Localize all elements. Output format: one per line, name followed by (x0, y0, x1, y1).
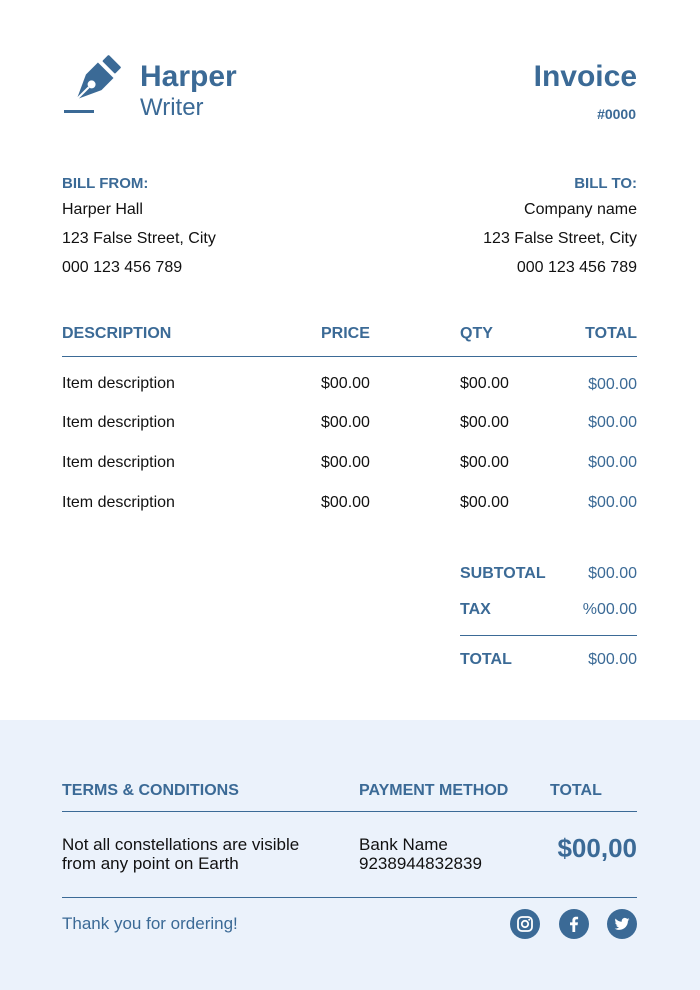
bank-name: Bank Name (359, 835, 448, 854)
table-header-divider (62, 356, 637, 357)
bill-from-name: Harper Hall (62, 201, 143, 218)
col-header-price: PRICE (321, 325, 370, 342)
row-qty: $00.00 (460, 494, 509, 511)
footer-total-label: TOTAL (550, 782, 602, 799)
facebook-icon[interactable] (559, 909, 589, 939)
row-qty: $00.00 (460, 454, 509, 471)
bill-from-phone: 000 123 456 789 (62, 259, 183, 276)
tax-value: %00.00 (582, 601, 637, 618)
footer-header-divider (62, 811, 637, 812)
bill-from-label: BILL FROM: (62, 175, 149, 192)
bill-to-phone: 000 123 456 789 (516, 259, 637, 276)
bill-to-address: 123 False Street, City (483, 230, 637, 247)
subtotal-label: SUBTOTAL (460, 565, 546, 582)
col-header-qty: QTY (460, 325, 493, 342)
row-total: $00.00 (588, 454, 637, 471)
col-header-total: TOTAL (585, 325, 637, 342)
terms-line-2: from any point on Earth (62, 854, 239, 873)
terms-label: TERMS & CONDITIONS (62, 782, 239, 799)
row-total: $00.00 (588, 376, 637, 393)
row-qty: $00.00 (460, 375, 509, 392)
grand-total: $00,00 (557, 833, 637, 863)
invoice-number: #0000 (597, 106, 636, 122)
twitter-icon[interactable] (607, 909, 637, 939)
bill-to-name: Company name (524, 201, 637, 218)
total-label: TOTAL (460, 651, 512, 668)
row-price: $00.00 (321, 454, 370, 471)
brand-name: Harper (140, 60, 237, 93)
row-price: $00.00 (321, 494, 370, 511)
terms-line-1: Not all constellations are visible (62, 835, 300, 854)
brand-subtitle: Writer (140, 94, 204, 121)
total-value: $00.00 (588, 651, 637, 668)
row-total: $00.00 (588, 414, 637, 431)
row-price: $00.00 (321, 414, 370, 431)
row-description: Item description (62, 414, 175, 431)
col-header-description: DESCRIPTION (62, 325, 172, 342)
summary-divider (460, 635, 637, 636)
bill-to-label: BILL TO: (574, 175, 637, 192)
payment-method-label: PAYMENT METHOD (359, 782, 509, 799)
row-price: $00.00 (321, 375, 370, 392)
account-number: 9238944832839 (359, 854, 482, 873)
tax-label: TAX (460, 601, 491, 618)
invoice-title: Invoice (533, 60, 637, 93)
instagram-icon[interactable] (510, 909, 540, 939)
footer-bottom-divider (62, 897, 637, 898)
thank-you-message: Thank you for ordering! (62, 914, 238, 933)
row-description: Item description (62, 494, 175, 511)
row-description: Item description (62, 375, 175, 392)
row-total: $00.00 (588, 494, 637, 511)
pen-nib-icon (62, 52, 124, 114)
subtotal-value: $00.00 (588, 565, 637, 582)
row-description: Item description (62, 454, 175, 471)
row-qty: $00.00 (460, 414, 509, 431)
bill-from-address: 123 False Street, City (62, 230, 216, 247)
